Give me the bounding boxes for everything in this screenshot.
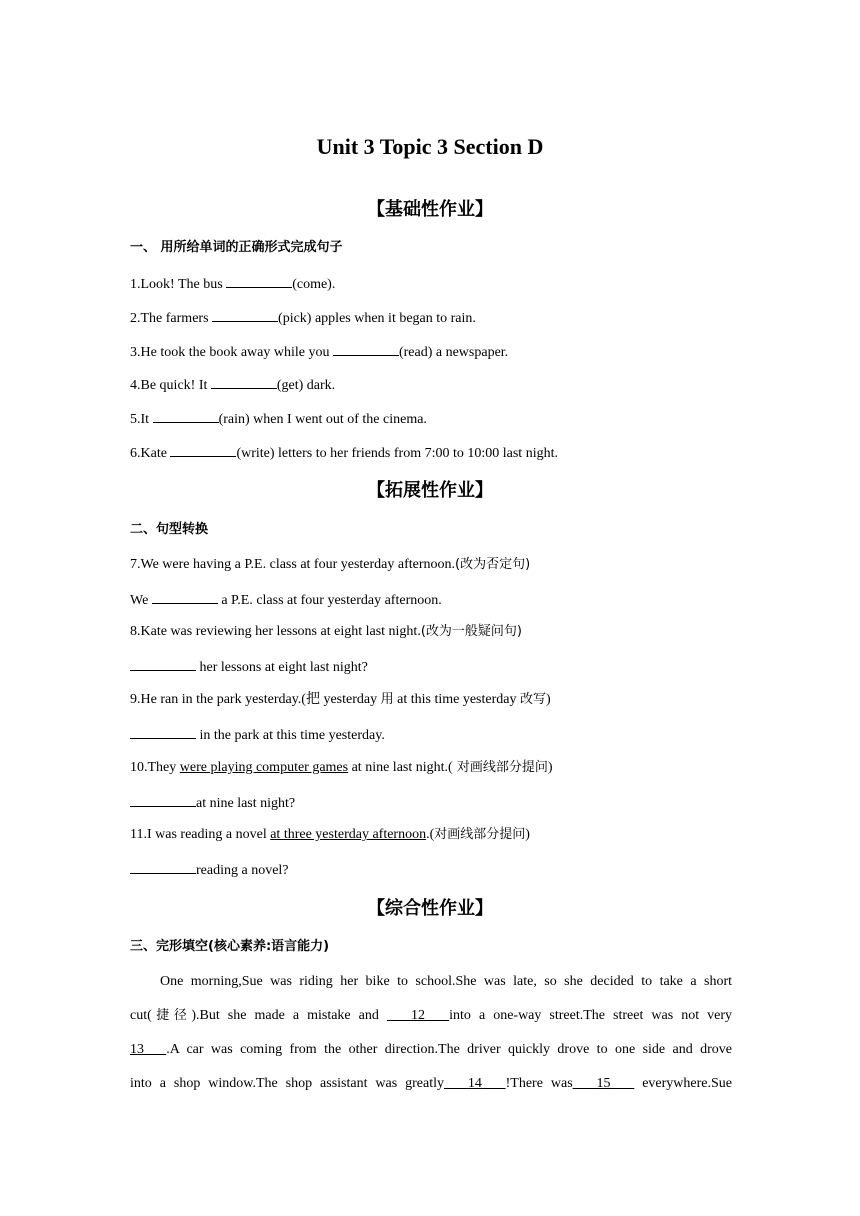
answer-blank[interactable] — [152, 589, 218, 604]
question-7: 7.We were having a P.E. class at four yesterday afternoon.(改为否定句) — [130, 557, 531, 572]
question-2: 2.The farmers (pick) apples when it began to rain. — [130, 307, 476, 329]
question-5: 5.It (rain) when I went out of the cinema. — [130, 408, 427, 430]
blank-number[interactable]: 15 — [596, 1076, 611, 1091]
answer-blank[interactable] — [153, 408, 219, 423]
cloze-line-2: cut(捷径).But she made a mistake and 12 into a one-way street.The street was not very — [130, 1008, 733, 1023]
question-9: 9.He ran in the park yesterday.(把 yesterday 用 at this time yesterday 改写) — [130, 692, 551, 707]
section-heading-basic: 【基础性作业】 — [367, 199, 493, 220]
answer-blank[interactable] — [130, 724, 196, 739]
part1-heading: 一、 用所给单词的正确形式完成句子 — [130, 240, 343, 255]
question-1: 1.Look! The bus (come). — [130, 273, 335, 295]
question-10-answer: at nine last night? — [130, 792, 295, 814]
answer-blank[interactable] — [130, 656, 196, 671]
cloze-line-4: into a shop window.The shop assistant was greatly 14 !There was 15 everywhere.Sue — [130, 1076, 732, 1091]
question-11: 11.I was reading a novel at three yesterday afternoon.(对画线部分提问) — [130, 827, 530, 842]
question-3: 3.He took the book away while you (read) a newspaper. — [130, 341, 508, 363]
question-8-answer: her lessons at eight last night? — [130, 656, 368, 678]
page-title: Unit 3 Topic 3 Section D — [316, 134, 544, 159]
blank-number[interactable]: 14 — [467, 1076, 482, 1091]
cloze-line-3: 13 .A car was coming from the other direction.The driver quickly drove to one side and drove — [130, 1042, 733, 1057]
answer-blank[interactable] — [226, 273, 292, 288]
answer-blank[interactable] — [211, 374, 277, 389]
answer-blank[interactable] — [333, 341, 399, 356]
question-10: 10.They were playing computer games at nine last night.( 对画线部分提问) — [130, 760, 553, 775]
question-4: 4.Be quick! It (get) dark. — [130, 374, 335, 396]
blank-number[interactable]: 13 — [130, 1042, 144, 1057]
part2-heading: 二、句型转换 — [130, 522, 209, 537]
section-heading-extended: 【拓展性作业】 — [367, 480, 493, 501]
question-9-answer: in the park at this time yesterday. — [130, 724, 385, 746]
section-heading-comprehensive: 【综合性作业】 — [367, 898, 493, 919]
question-11-answer: reading a novel? — [130, 859, 289, 881]
answer-blank[interactable] — [170, 442, 236, 457]
question-8: 8.Kate was reviewing her lessons at eight last night.(改为一般疑问句) — [130, 624, 522, 639]
answer-blank[interactable] — [212, 307, 278, 322]
blank-number[interactable]: 12 — [411, 1008, 426, 1023]
answer-blank[interactable] — [130, 859, 196, 874]
question-6: 6.Kate (write) letters to her friends from 7:00 to 10:00 last night. — [130, 442, 558, 464]
answer-blank[interactable] — [130, 792, 196, 807]
part3-heading: 三、完形填空(核心素养:语言能力) — [130, 939, 330, 954]
cloze-line-1: One morning,Sue was riding her bike to school.She was late, so she decided to take a short — [160, 974, 732, 989]
question-7-answer: We a P.E. class at four yesterday afternoon. — [130, 589, 442, 611]
